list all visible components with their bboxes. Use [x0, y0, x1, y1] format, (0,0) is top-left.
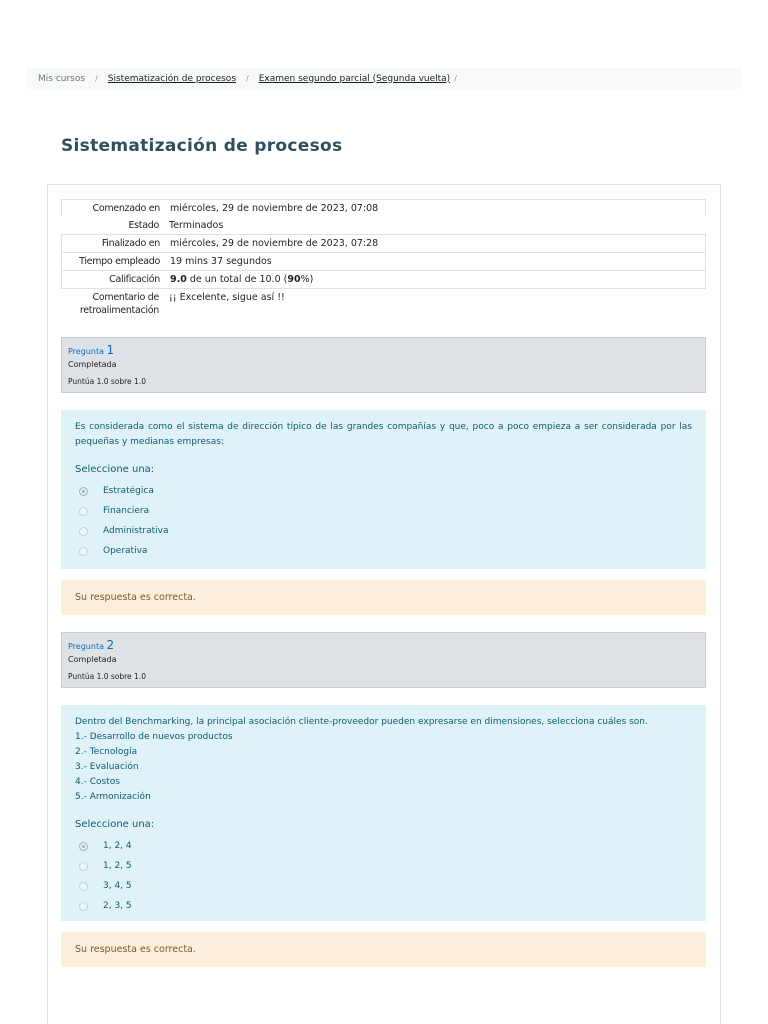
answer-option[interactable] — [75, 836, 692, 856]
breadcrumb-item-quiz[interactable]: Examen segundo parcial (Segunda vuelta) — [258, 73, 451, 84]
answer-option[interactable] — [75, 521, 692, 541]
grade-percent: 90 — [287, 274, 301, 285]
question-prompt: Seleccione una: — [75, 819, 155, 830]
summary-label: Calificación — [109, 274, 160, 285]
summary-label: Comenzado en — [92, 203, 160, 214]
breadcrumb-separator: / — [246, 74, 249, 83]
question-text: Es considerada como el sistema de dirección típico de las grandes compañías y que, poco a poco empieza a ser considerada por las pequeñas y medianas empresas: — [75, 422, 692, 447]
radio-icon[interactable] — [79, 862, 88, 871]
answer-label: Financiera — [103, 506, 150, 516]
answer-label: 3, 4, 5 — [103, 881, 132, 891]
grade-score: 9.0 — [170, 274, 187, 285]
breadcrumb-item-course[interactable]: Sistematización de procesos — [107, 73, 237, 84]
question-prompt: Seleccione una: — [75, 464, 155, 475]
question-formulation-2 — [61, 705, 706, 921]
summary-row-state — [61, 217, 706, 234]
question-formulation-1 — [61, 410, 706, 569]
answer-option[interactable] — [75, 501, 692, 521]
answer-label: 2, 3, 5 — [103, 901, 132, 911]
summary-label: Comentario de retroalimentación — [79, 292, 159, 316]
answer-option[interactable] — [75, 541, 692, 561]
quiz-summary-table — [61, 199, 706, 319]
answer-options — [75, 836, 692, 916]
summary-value: miércoles, 29 de noviembre de 2023, 07:28 — [170, 238, 379, 249]
breadcrumb — [26, 68, 742, 89]
page-title: Sistematización de procesos — [61, 136, 343, 156]
question-text: Dentro del Benchmarking, la principal asociación cliente-proveedor pueden expresarse en dimensiones, selecciona cuáles son. 1.- Desarrollo de nuevos productos 2.- Tecnología 3.- Evaluación 4.- Costos 5.- Armonización — [75, 717, 648, 802]
summary-row-feedback — [61, 289, 706, 319]
summary-label: Finalizado en — [101, 238, 160, 249]
breadcrumb-separator: / — [95, 74, 98, 83]
question-grade: Puntúa 1.0 sobre 1.0 — [68, 377, 146, 386]
grade-total: de un total de 10.0 ( — [186, 274, 288, 285]
breadcrumb-separator: / — [454, 74, 457, 83]
question-number: Pregunta 1 — [68, 343, 115, 357]
question-grade: Puntúa 1.0 sobre 1.0 — [68, 672, 146, 681]
radio-selected-icon[interactable] — [79, 842, 88, 851]
summary-row-time — [61, 252, 706, 270]
summary-value: Terminados — [169, 220, 224, 231]
summary-value: miércoles, 29 de noviembre de 2023, 07:08 — [170, 203, 379, 214]
answer-label: Administrativa — [103, 526, 169, 536]
summary-value — [164, 271, 705, 288]
question-info-2 — [61, 632, 706, 688]
answer-label: 1, 2, 5 — [103, 861, 132, 871]
radio-icon[interactable] — [79, 547, 88, 556]
question-state: Completada — [68, 360, 117, 369]
question-state: Completada — [68, 655, 117, 664]
answer-feedback-1: Su respuesta es correcta. — [61, 580, 706, 615]
answer-option[interactable] — [75, 896, 692, 916]
answer-label: Operativa — [103, 546, 148, 556]
breadcrumb-item-mis-cursos[interactable]: Mis cursos — [38, 73, 86, 84]
answer-option[interactable] — [75, 481, 692, 501]
summary-row-started — [61, 199, 706, 217]
answer-feedback-2: Su respuesta es correcta. — [61, 932, 706, 967]
summary-label: Estado — [128, 220, 159, 231]
answer-options — [75, 481, 692, 561]
summary-value: 19 mins 37 segundos — [170, 256, 272, 267]
summary-row-grade — [61, 270, 706, 289]
question-info-1 — [61, 337, 706, 393]
summary-label: Tiempo empleado — [79, 256, 160, 267]
answer-label: Estratégica — [103, 486, 154, 496]
radio-icon[interactable] — [79, 507, 88, 516]
answer-label: 1, 2, 4 — [103, 841, 132, 851]
answer-option[interactable] — [75, 856, 692, 876]
question-number: Pregunta 2 — [68, 638, 115, 652]
radio-icon[interactable] — [79, 527, 88, 536]
radio-icon[interactable] — [79, 902, 88, 911]
radio-icon[interactable] — [79, 882, 88, 891]
summary-row-finished — [61, 234, 706, 252]
summary-value: ¡¡ Excelente, sigue así !! — [169, 292, 285, 303]
grade-end: %) — [300, 274, 314, 285]
radio-selected-icon[interactable] — [79, 487, 88, 496]
answer-option[interactable] — [75, 876, 692, 896]
